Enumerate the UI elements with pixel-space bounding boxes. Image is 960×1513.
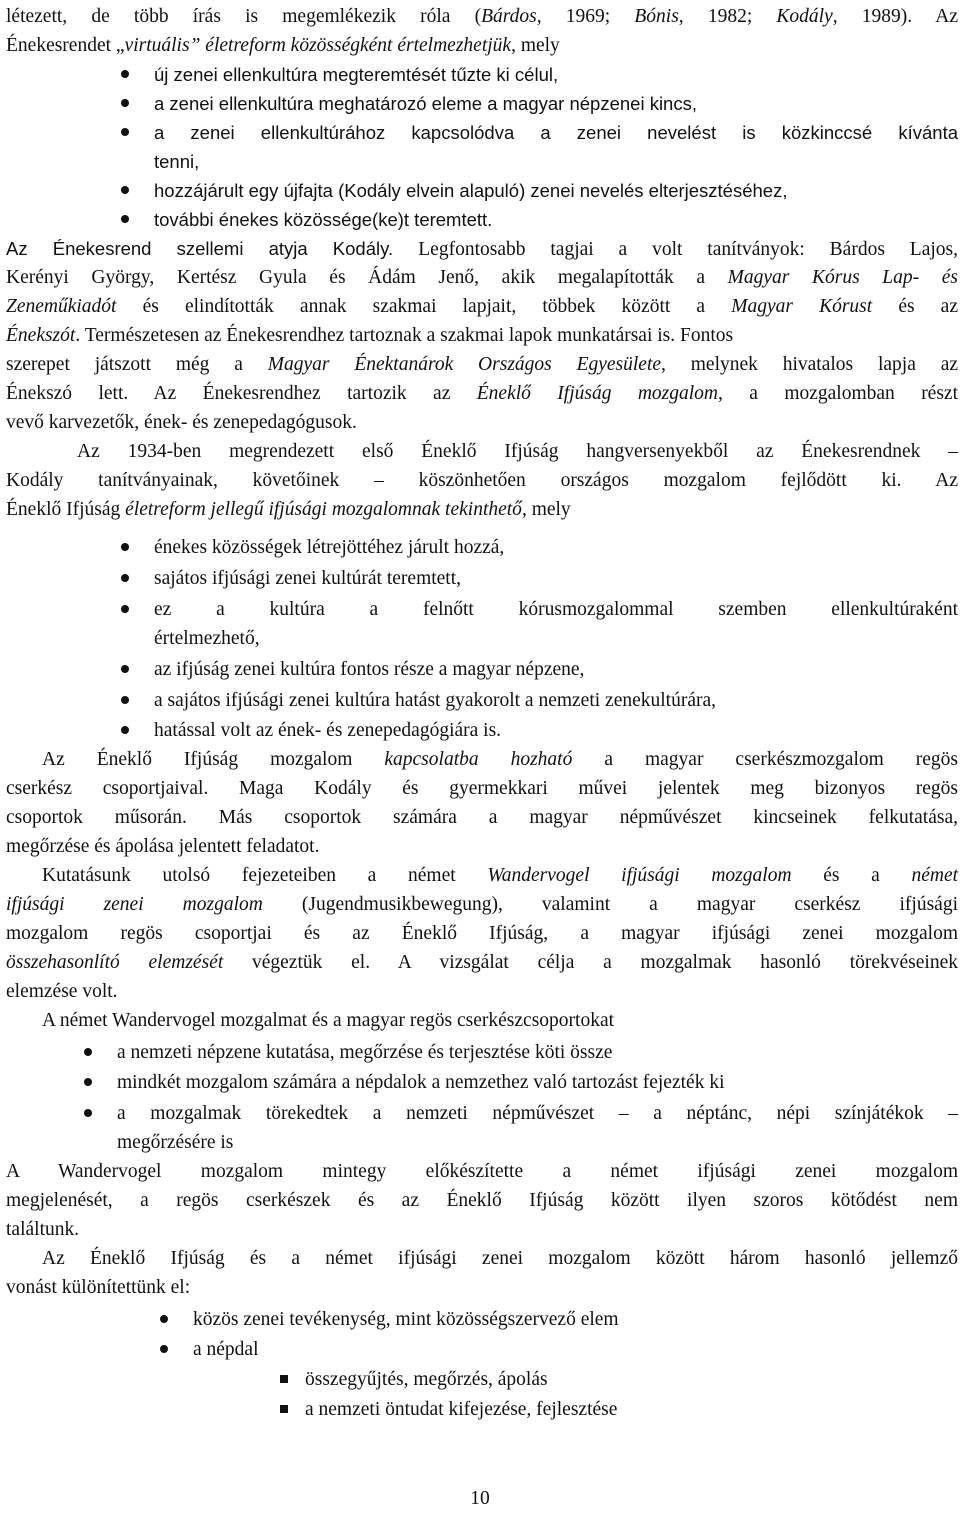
- text-run: Kodály tanítványainak, követőinek – köszönhetően országos mozgalom fejlődött ki. Az: [6, 470, 958, 491]
- italic-text: Magyar Kórus Lap- és: [727, 267, 958, 288]
- bullet-icon: [121, 696, 129, 704]
- text-run: mozgalom regös csoportjai és az Éneklő Ifjúság, a magyar ifjúsági zenei mozgalom: [6, 923, 958, 944]
- text-run: találtunk.: [6, 1219, 80, 1240]
- bullet-icon: [121, 605, 129, 613]
- square-bullet-icon: [280, 1375, 288, 1383]
- italic-text: Énekszót: [6, 325, 76, 346]
- text-line: [42, 745, 958, 774]
- italic-text: Wandervogel ifjúsági mozgalom: [487, 865, 792, 886]
- text-line: [6, 350, 958, 379]
- italic-text: virtuális”: [124, 35, 201, 56]
- bullet-icon: [121, 665, 129, 673]
- text-line: [6, 466, 958, 495]
- text-line: [6, 890, 958, 919]
- text-run: , a mozgalomban részt: [718, 383, 959, 404]
- list-item: [193, 1335, 259, 1364]
- text-run: Legfontosabb tagjai a volt tanítványok: Bárdos Lajos,: [418, 239, 958, 260]
- text-run: , mely: [521, 499, 571, 520]
- text-run: Énekesrendet „: [6, 35, 125, 56]
- list-item: [154, 686, 716, 715]
- text-run: Az Énekesrend szellemi atyja Kodály.: [6, 238, 419, 259]
- text-line: [77, 437, 958, 466]
- bullet-icon: [121, 215, 129, 223]
- list-item: [154, 205, 492, 234]
- bullet-icon: [121, 574, 129, 582]
- square-bullet-icon: [280, 1405, 288, 1413]
- text-run: Éneklő Ifjúság: [6, 499, 126, 520]
- text-run: Az Éneklő Ifjúság mozgalom: [42, 749, 385, 770]
- text-run: hozzájárult egy újfajta (Kodály elvein alapuló) zenei nevelés elterjesztéséhez,: [154, 180, 788, 201]
- list-item: [117, 1038, 612, 1067]
- text-run: az ifjúság zenei kultúra fontos része a magyar népzene,: [154, 659, 585, 680]
- text-run: és elindították annak szakmai lapjait, többek között a: [116, 296, 732, 317]
- text-run: csoportok műsorán. Más csoportok számára a magyar népművészet kincseinek felkutatása,: [6, 807, 958, 828]
- text-run: és az: [872, 296, 958, 317]
- text-run: a zenei ellenkultúra meghatározó eleme a magyar népzenei kincs,: [154, 93, 697, 114]
- text-run: A Wandervogel mozgalom mintegy előkészítette a német ifjúsági zenei mozgalom: [6, 1161, 958, 1182]
- italic-text: Bárdos: [481, 6, 537, 27]
- text-line: [6, 234, 958, 263]
- text-line: [6, 321, 733, 350]
- text-run: szerepet játszott még a: [6, 354, 268, 375]
- text-line: [6, 2, 958, 31]
- page-number: 10: [470, 1488, 490, 1509]
- text-line: [6, 1215, 79, 1244]
- bullet-icon: [121, 543, 129, 551]
- list-item: [305, 1365, 548, 1394]
- list-item: [154, 595, 958, 624]
- text-run: Az Éneklő Ifjúság és a német ifjúsági zenei mozgalom között három hasonló jellemző: [42, 1248, 958, 1269]
- bullet-icon: [121, 726, 129, 734]
- text-run: értelmezhető,: [154, 628, 260, 649]
- text-run: , melynek hivatalos lapja az: [661, 354, 958, 375]
- text-line: [6, 948, 958, 977]
- text-run: a nemzeti népzene kutatása, megőrzése és terjesztése köti össze: [117, 1042, 613, 1063]
- text-line: [154, 624, 260, 653]
- text-run: hatással volt az ének- és zenepedagógiára is.: [154, 720, 502, 741]
- text-run: és a: [791, 865, 912, 886]
- text-line: [6, 379, 958, 408]
- text-run: létezett, de több írás is megemlékezik róla (: [6, 6, 482, 27]
- text-run: (Jugendmusikbewegung), valamint a magyar cserkész ifjúsági: [262, 894, 958, 915]
- text-run: tenni,: [154, 151, 200, 172]
- text-run: , 1989). Az: [832, 6, 959, 27]
- text-run: a magyar cserkészmozgalom regös: [572, 749, 959, 770]
- text-run: Kerényi György, Kertész Gyula és Ádám Jenő, akik megalapították a: [6, 267, 728, 288]
- list-item: [154, 655, 584, 684]
- text-run: énekes közösségek létrejöttéhez járult hozzá,: [154, 537, 505, 558]
- text-run: a zenei ellenkultúrához kapcsolódva a zenei nevelést is közkinccsé kívánta: [154, 122, 958, 143]
- italic-text: Zeneműkiadót: [6, 296, 117, 317]
- italic-text: Éneklő Ifjúság mozgalom: [476, 383, 719, 404]
- list-item: [154, 533, 504, 562]
- italic-text: életreform jellegű ifjúsági mozgalomnak tekinthető: [125, 499, 522, 520]
- list-item: [117, 1068, 724, 1097]
- text-run: megőrzésére is: [117, 1132, 234, 1153]
- list-item: [154, 118, 958, 147]
- text-run: , 1969;: [536, 6, 635, 27]
- list-item: [193, 1305, 619, 1334]
- text-run: megjelenését, a regös cserkészek és az Éneklő Ifjúság között ilyen szoros kötődést nem: [6, 1190, 958, 1211]
- text-line: [6, 1157, 958, 1186]
- text-line: [42, 861, 958, 890]
- bullet-icon: [84, 1109, 92, 1117]
- bullet-icon: [160, 1345, 168, 1353]
- text-run: , mely: [511, 35, 560, 56]
- text-line: [6, 832, 319, 861]
- list-item: [305, 1395, 617, 1424]
- bullet-icon: [121, 99, 129, 107]
- text-line: [6, 774, 958, 803]
- text-line: [6, 1186, 958, 1215]
- italic-text: ifjúsági zenei mozgalom: [6, 894, 263, 915]
- text-run: A német Wandervogel mozgalmat és a magyar regös cserkészcsoportokat: [42, 1010, 615, 1031]
- list-item: [154, 716, 501, 745]
- text-run: Az 1934-ben megrendezett első Éneklő Ifjúság hangversenyekből az Énekesrendnek –: [77, 441, 958, 462]
- text-run: Énekszó lett. Az Énekesrendhez tartozik az: [6, 383, 477, 404]
- italic-text: kapcsolatba hozható: [384, 749, 573, 770]
- text-run: a népdal: [193, 1339, 259, 1360]
- text-line: [6, 1273, 190, 1302]
- text-line: [6, 292, 958, 321]
- text-run: végeztük el. A vizsgálat célja a mozgalmak hasonló törekvéseinek: [223, 952, 958, 973]
- text-run: elemzése volt.: [6, 981, 118, 1002]
- list-item: [117, 1099, 958, 1128]
- italic-text: életreform közösségként értelmezhetjük: [205, 35, 512, 56]
- text-run: mindkét mozgalom számára a népdalok a nemzethez való tartozást fejezték ki: [117, 1072, 725, 1093]
- italic-text: Bónis: [634, 6, 679, 27]
- text-run: összegyűjtés, megőrzés, ápolás: [305, 1369, 548, 1390]
- text-line: [6, 408, 357, 437]
- text-line: [154, 147, 199, 176]
- text-run: ez a kultúra a felnőtt kórusmozgalommal szemben ellenkultúraként: [154, 599, 958, 620]
- text-run: cserkész csoportjaival. Maga Kodály és gyermekkari művei jelentek meg bizonyos regös: [6, 778, 958, 799]
- text-line: [6, 31, 560, 60]
- text-line: [42, 1244, 958, 1273]
- bullet-icon: [121, 70, 129, 78]
- italic-text: Kodály: [776, 6, 833, 27]
- list-item: [154, 564, 461, 593]
- text-run: . Természetesen az Énekesrendhez tartoznak a szakmai lapok munkatársai is. Fontos: [75, 325, 734, 346]
- text-run: a nemzeti öntudat kifejezése, fejlesztése: [305, 1399, 618, 1420]
- text-line: [117, 1128, 233, 1157]
- italic-text: német: [911, 865, 959, 886]
- text-run: a sajátos ifjúsági zenei kultúra hatást gyakorolt a nemzeti zenekultúrára,: [154, 690, 717, 711]
- list-item: [154, 176, 787, 205]
- text-run: , 1982;: [678, 6, 777, 27]
- italic-text: Magyar Kórust: [731, 296, 873, 317]
- bullet-icon: [84, 1078, 92, 1086]
- text-line: [6, 919, 958, 948]
- text-run: a mozgalmak törekedtek a nemzeti népművészet – a néptánc, népi színjátékok –: [117, 1103, 958, 1124]
- text-line: [6, 977, 118, 1006]
- text-line: [6, 803, 958, 832]
- bullet-icon: [121, 128, 129, 136]
- text-run: közös zenei tevékenység, mint közösségszervező elem: [193, 1309, 619, 1330]
- text-line: [6, 263, 958, 292]
- bullet-icon: [121, 186, 129, 194]
- text-line: [42, 1006, 614, 1035]
- text-run: megőrzése és ápolása jelentett feladatot.: [6, 836, 320, 857]
- text-run: vonást különítettünk el:: [6, 1277, 191, 1298]
- text-run: Kutatásunk utolsó fejezeteiben a német: [42, 865, 488, 886]
- text-run: vevő karvezetők, ének- és zenepedagógusok.: [6, 412, 357, 433]
- list-item: [154, 60, 558, 89]
- text-line: [6, 495, 571, 524]
- text-run: új zenei ellenkultúra megteremtését tűzte ki célul,: [154, 64, 559, 85]
- list-item: [154, 89, 697, 118]
- italic-text: Magyar Énektanárok Országos Egyesülete: [267, 354, 662, 375]
- text-run: sajátos ifjúsági zenei kultúrát teremtett,: [154, 568, 462, 589]
- text-run: további énekes közössége(ke)t teremtett.: [154, 209, 493, 230]
- italic-text: összehasonlító elemzését: [6, 952, 224, 973]
- bullet-icon: [160, 1315, 168, 1323]
- bullet-icon: [84, 1048, 92, 1056]
